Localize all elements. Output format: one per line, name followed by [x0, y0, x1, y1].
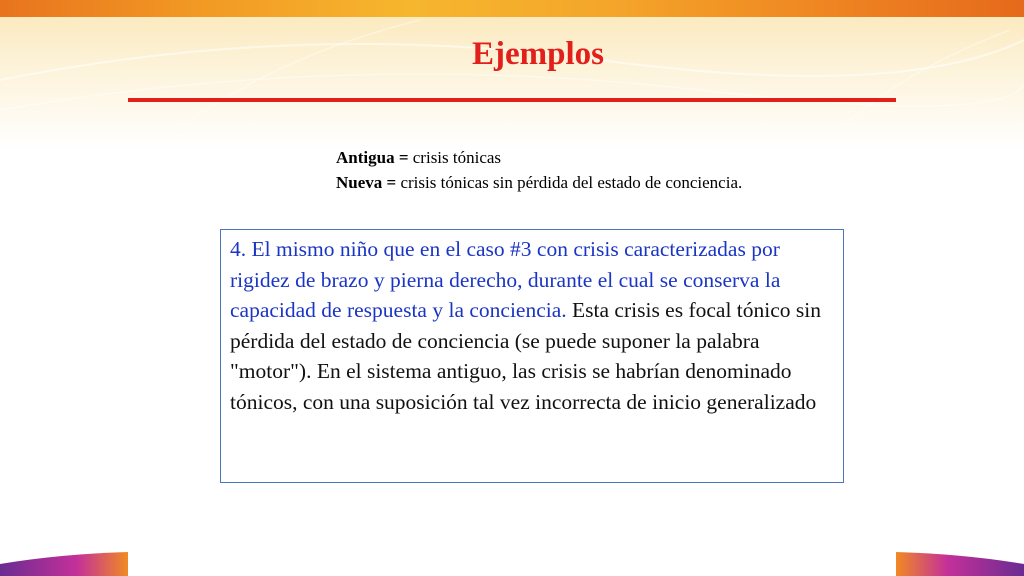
case-explanation: Esta crisis es focal tónico sin pérdida del estado de conciencia (se puede suponer la palabra "motor"). En el sistema antiguo, las crisis se habrían denominado tónicos, con una suposición tal vez incorrecta de inicio generalizado [230, 298, 822, 414]
classification-legend [336, 145, 742, 195]
case-text-box [220, 229, 844, 483]
legend-row-new [336, 170, 742, 195]
title-underline [128, 98, 896, 102]
legend-new-text: crisis tónicas sin pérdida del estado de conciencia. [400, 173, 743, 192]
bottom-right-ribbon [896, 552, 1024, 576]
decorative-swoosh [0, 0, 1024, 150]
legend-new-label: Nueva = [336, 173, 397, 192]
slide-title: Ejemplos [472, 36, 604, 72]
legend-old-label: Antigua = [336, 148, 409, 167]
bottom-left-ribbon [0, 552, 128, 576]
case-description: 4. El mismo niño que en el caso #3 con crisis caracterizadas por rigidez de brazo y pierna derecho, durante el cual se conserva la capacidad de respuesta y la conciencia. [230, 237, 781, 323]
legend-old-text: crisis tónicas [412, 148, 502, 167]
legend-row-old [336, 145, 742, 170]
